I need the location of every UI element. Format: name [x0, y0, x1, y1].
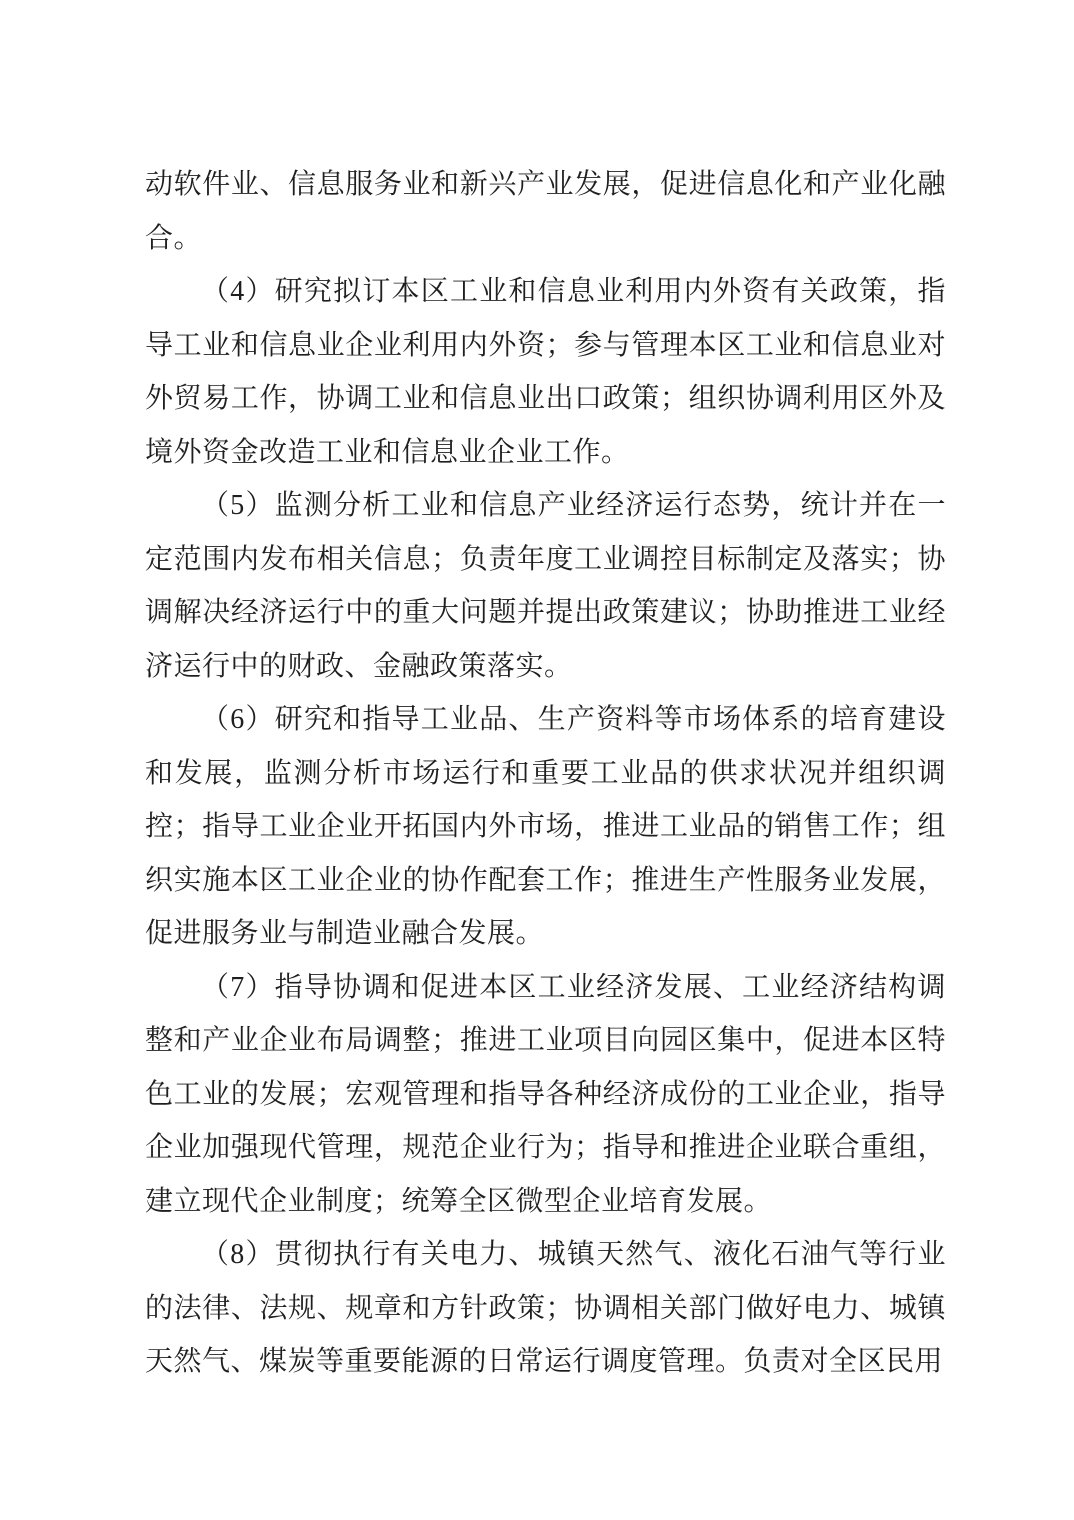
document-body: [145, 158, 946, 1389]
paragraph-continuation: 动软件业、信息服务业和新兴产业发展，促进信息化和产业化融合。: [145, 169, 946, 254]
paragraph-item-4: （4）研究拟订本区工业和信息业利用内外资有关政策，指导工业和信息业企业利用内外资；参与管理本区工业和信息业对外贸易工作，协调工业和信息业出口政策；组织协调利用区外及境外资金改造工业和信息业企业工作。: [145, 276, 946, 468]
paragraph-item-5: （5）监测分析工业和信息产业经济运行态势，统计并在一定范围内发布相关信息；负责年度工业调控目标制定及落实；协调解决经济运行中的重大问题并提出政策建议；协助推进工业经济运行中的财政、金融政策落实。: [145, 490, 946, 682]
paragraph-item-7: （7）指导协调和促进本区工业经济发展、工业经济结构调整和产业企业布局调整；推进工业项目向园区集中，促进本区特色工业的发展；宏观管理和指导各种经济成份的工业企业，指导企业加强现代管理，规范企业行为；指导和推进企业联合重组，建立现代企业制度；统筹全区微型企业培育发展。: [145, 971, 946, 1217]
paragraph-item-6: （6）研究和指导工业品、生产资料等市场体系的培育建设和发展，监测分析市场运行和重要工业品的供求状况并组织调控；指导工业企业开拓国内外市场，推进工业品的销售工作；组织实施本区工业企业的协作配套工作；推进生产性服务业发展，促进服务业与制造业融合发展。: [145, 704, 946, 949]
paragraph-item-8: （8）贯彻执行有关电力、城镇天然气、液化石油气等行业的法律、法规、规章和方针政策；协调相关部门做好电力、城镇天然气、煤炭等重要能源的日常运行调度管理。负责对全区民用: [145, 1239, 946, 1377]
